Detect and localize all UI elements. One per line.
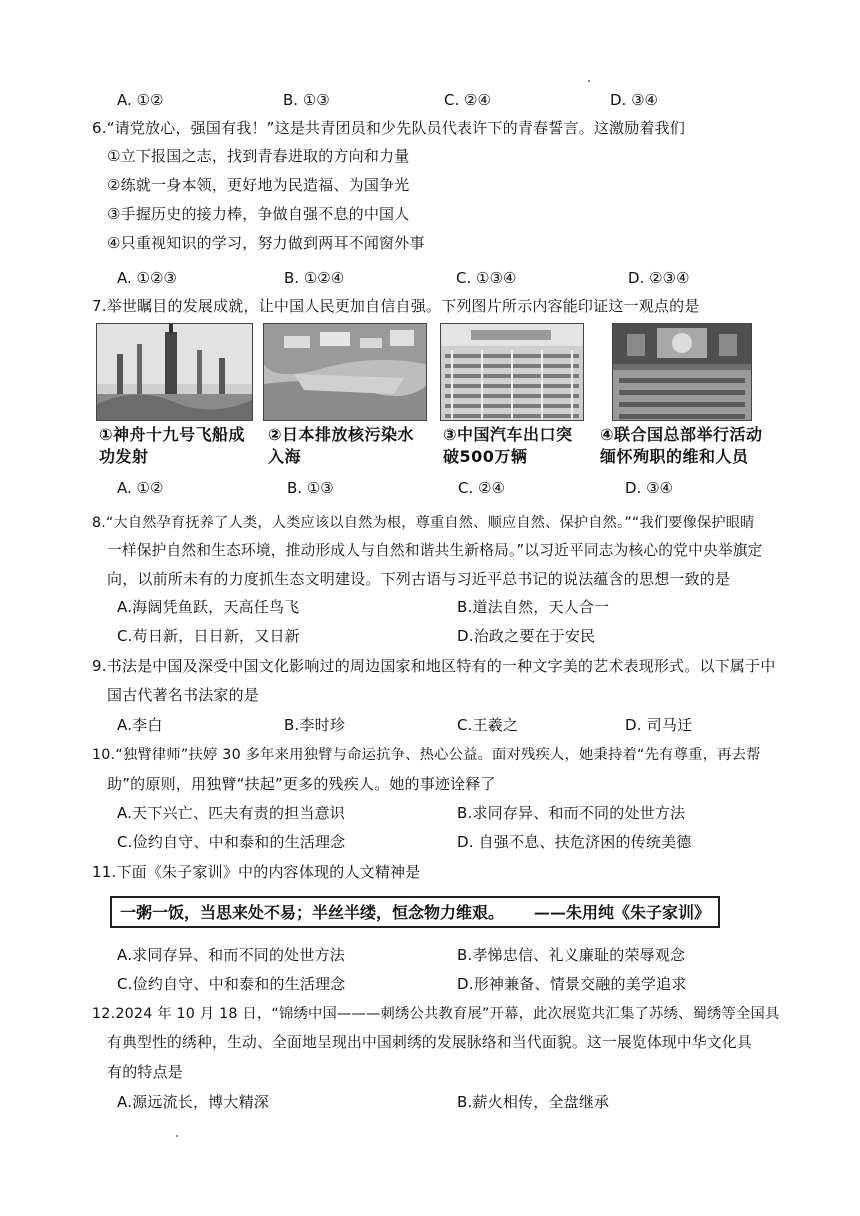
q8-line-2: 一样保护自然和生态环境，推动形成人与自然和谐共生新格局。”以习近平同志为核心的党中央举旗定 bbox=[107, 542, 763, 559]
q5-option-d: D. ③④ bbox=[610, 91, 658, 109]
q10-line-1: 10.“独臂律师”扶婷 30 多年来用独臂与命运抗争、热心公益。面对残疾人，她秉持着“先有尊重，再去帮 bbox=[92, 747, 761, 763]
q11-option-b: B.孝悌忠信、礼义廉耻的荣辱观念 bbox=[457, 946, 686, 964]
q9-line-1: 9.书法是中国及深受中国文化影响过的周边国家和地区特有的一种文字美的艺术表现形式。以下属于中 bbox=[92, 657, 776, 675]
un-hall-image bbox=[613, 324, 751, 420]
q7-option-b: B. ①③ bbox=[287, 479, 334, 497]
q11-quote-source: ——朱用纯《朱子家训》 bbox=[533, 903, 710, 922]
rocket-launch-image bbox=[97, 324, 252, 420]
q12-line-1: 12.2024 年 10 月 18 日，“锦绣中国———刺绣公共教育展”开幕，此次展览共汇集了苏绣、蜀绣等全国具 bbox=[92, 1006, 780, 1022]
q6-item-1: ①立下报国之志，找到青春进取的方向和力量 bbox=[107, 147, 410, 165]
q7-caption-4-line-1: ④联合国总部举行活动 bbox=[600, 425, 763, 444]
q7-option-c: C. ②④ bbox=[458, 479, 505, 497]
q9-option-d: D. 司马迁 bbox=[625, 716, 693, 734]
q7-photo-car-export bbox=[440, 323, 584, 421]
q12-line-2: 有典型性的绣种，生动、全面地呈现出中国刺绣的发展脉络和当代面貌。这一展览体现中华文化具 bbox=[107, 1034, 752, 1051]
q8-line-1: 8.“大自然孕育抚养了人类，人类应该以自然为根，尊重自然、顺应自然、保护自然。”“我们要像保护眼睛 bbox=[92, 515, 755, 531]
q6-option-c: C. ①③④ bbox=[456, 269, 517, 287]
q7-option-a: A. ①② bbox=[117, 479, 164, 497]
q10-option-c: C.俭约自守、中和泰和的生活理念 bbox=[117, 833, 346, 851]
q6-item-2: ②练就一身本领，更好地为民造福、为国争光 bbox=[107, 176, 410, 194]
q9-option-b: B.李时珍 bbox=[284, 716, 346, 734]
q10-line-2: 助”的原则，用独臂“扶起”更多的残疾人。她的事迹诠释了 bbox=[107, 775, 496, 793]
q6-item-3: ③手握历史的接力棒，争做自强不息的中国人 bbox=[107, 205, 410, 223]
scan-speck bbox=[588, 80, 590, 82]
q5-option-c: C. ②④ bbox=[444, 91, 491, 109]
q7-stem: 7.举世瞩目的发展成就，让中国人民更加自信自强。下列图片所示内容能印证这一观点的是 bbox=[92, 297, 700, 315]
q7-photo-un-ceremony bbox=[612, 323, 752, 421]
q7-caption-4-line-2: 缅怀殉职的维和人员 bbox=[600, 447, 749, 466]
q11-option-a: A.求同存异、和而不同的处世方法 bbox=[117, 946, 345, 964]
q8-option-a: A.海阔凭鱼跃，天高任鸟飞 bbox=[117, 598, 300, 616]
q11-quote-box bbox=[110, 896, 720, 928]
q7-caption-2-line-2: 入海 bbox=[268, 447, 302, 466]
q9-option-c: C.王羲之 bbox=[457, 716, 519, 734]
q8-option-c: C.苟日新，日日新，又日新 bbox=[117, 627, 300, 645]
q11-option-d: D.形神兼备、情景交融的美学追求 bbox=[457, 975, 687, 993]
q11-stem: 11.下面《朱子家训》中的内容体现的人文精神是 bbox=[92, 863, 421, 881]
q11-option-c: C.俭约自守、中和泰和的生活理念 bbox=[117, 975, 346, 993]
q6-option-d: D. ②③④ bbox=[628, 269, 690, 287]
q6-option-a: A. ①②③ bbox=[117, 269, 177, 287]
q5-option-b: B. ①③ bbox=[283, 91, 330, 109]
q7-photo-rocket-launch bbox=[96, 323, 253, 421]
scan-speck bbox=[176, 1135, 178, 1137]
q11-quote-text: 一粥一饭，当思来处不易；半丝半缕，恒念物力维艰。 bbox=[120, 903, 505, 922]
q7-caption-1-line-1: ①神舟十九号飞船成 bbox=[99, 425, 246, 444]
q12-line-3: 有的特点是 bbox=[107, 1063, 184, 1081]
q7-photo-nuclear-wastewater bbox=[263, 323, 427, 421]
car-parking-lot-image bbox=[441, 324, 583, 420]
q7-caption-3-line-2: 破500万辆 bbox=[443, 447, 528, 466]
q8-option-d: D.治政之要在于安民 bbox=[457, 627, 596, 645]
q8-line-3: 向，以前所未有的力度抓生态文明建设。下列古语与习近平总书记的说法蕴含的思想一致的是 bbox=[107, 570, 731, 588]
q6-stem: 6.“请党放心，强国有我！”这是共青团员和少先队员代表许下的青春誓言。这激励着我们 bbox=[92, 119, 686, 137]
aerial-coast-image bbox=[264, 324, 426, 420]
q7-caption-2-line-1: ②日本排放核污染水 bbox=[268, 425, 415, 444]
q6-item-4: ④只重视知识的学习，努力做到两耳不闻窗外事 bbox=[107, 234, 425, 252]
q7-option-d: D. ③④ bbox=[625, 479, 673, 497]
q10-option-a: A.天下兴亡、匹夫有责的担当意识 bbox=[117, 804, 345, 822]
q8-option-b: B.道法自然，天人合一 bbox=[457, 598, 610, 616]
q12-option-a: A.源远流长，博大精深 bbox=[117, 1093, 269, 1111]
q10-option-d: D. 自强不息、扶危济困的传统美德 bbox=[457, 833, 692, 851]
q12-option-b: B.薪火相传，全盘继承 bbox=[457, 1093, 610, 1111]
q5-option-a: A. ①② bbox=[117, 91, 164, 109]
q10-option-b: B.求同存异、和而不同的处世方法 bbox=[457, 804, 686, 822]
q6-option-b: B. ①②④ bbox=[284, 269, 345, 287]
q7-caption-3-line-1: ③中国汽车出口突 bbox=[443, 425, 573, 444]
q7-caption-1-line-2: 功发射 bbox=[99, 447, 149, 466]
q9-line-2: 国古代著名书法家的是 bbox=[107, 686, 260, 704]
q9-option-a: A.李白 bbox=[117, 716, 163, 734]
